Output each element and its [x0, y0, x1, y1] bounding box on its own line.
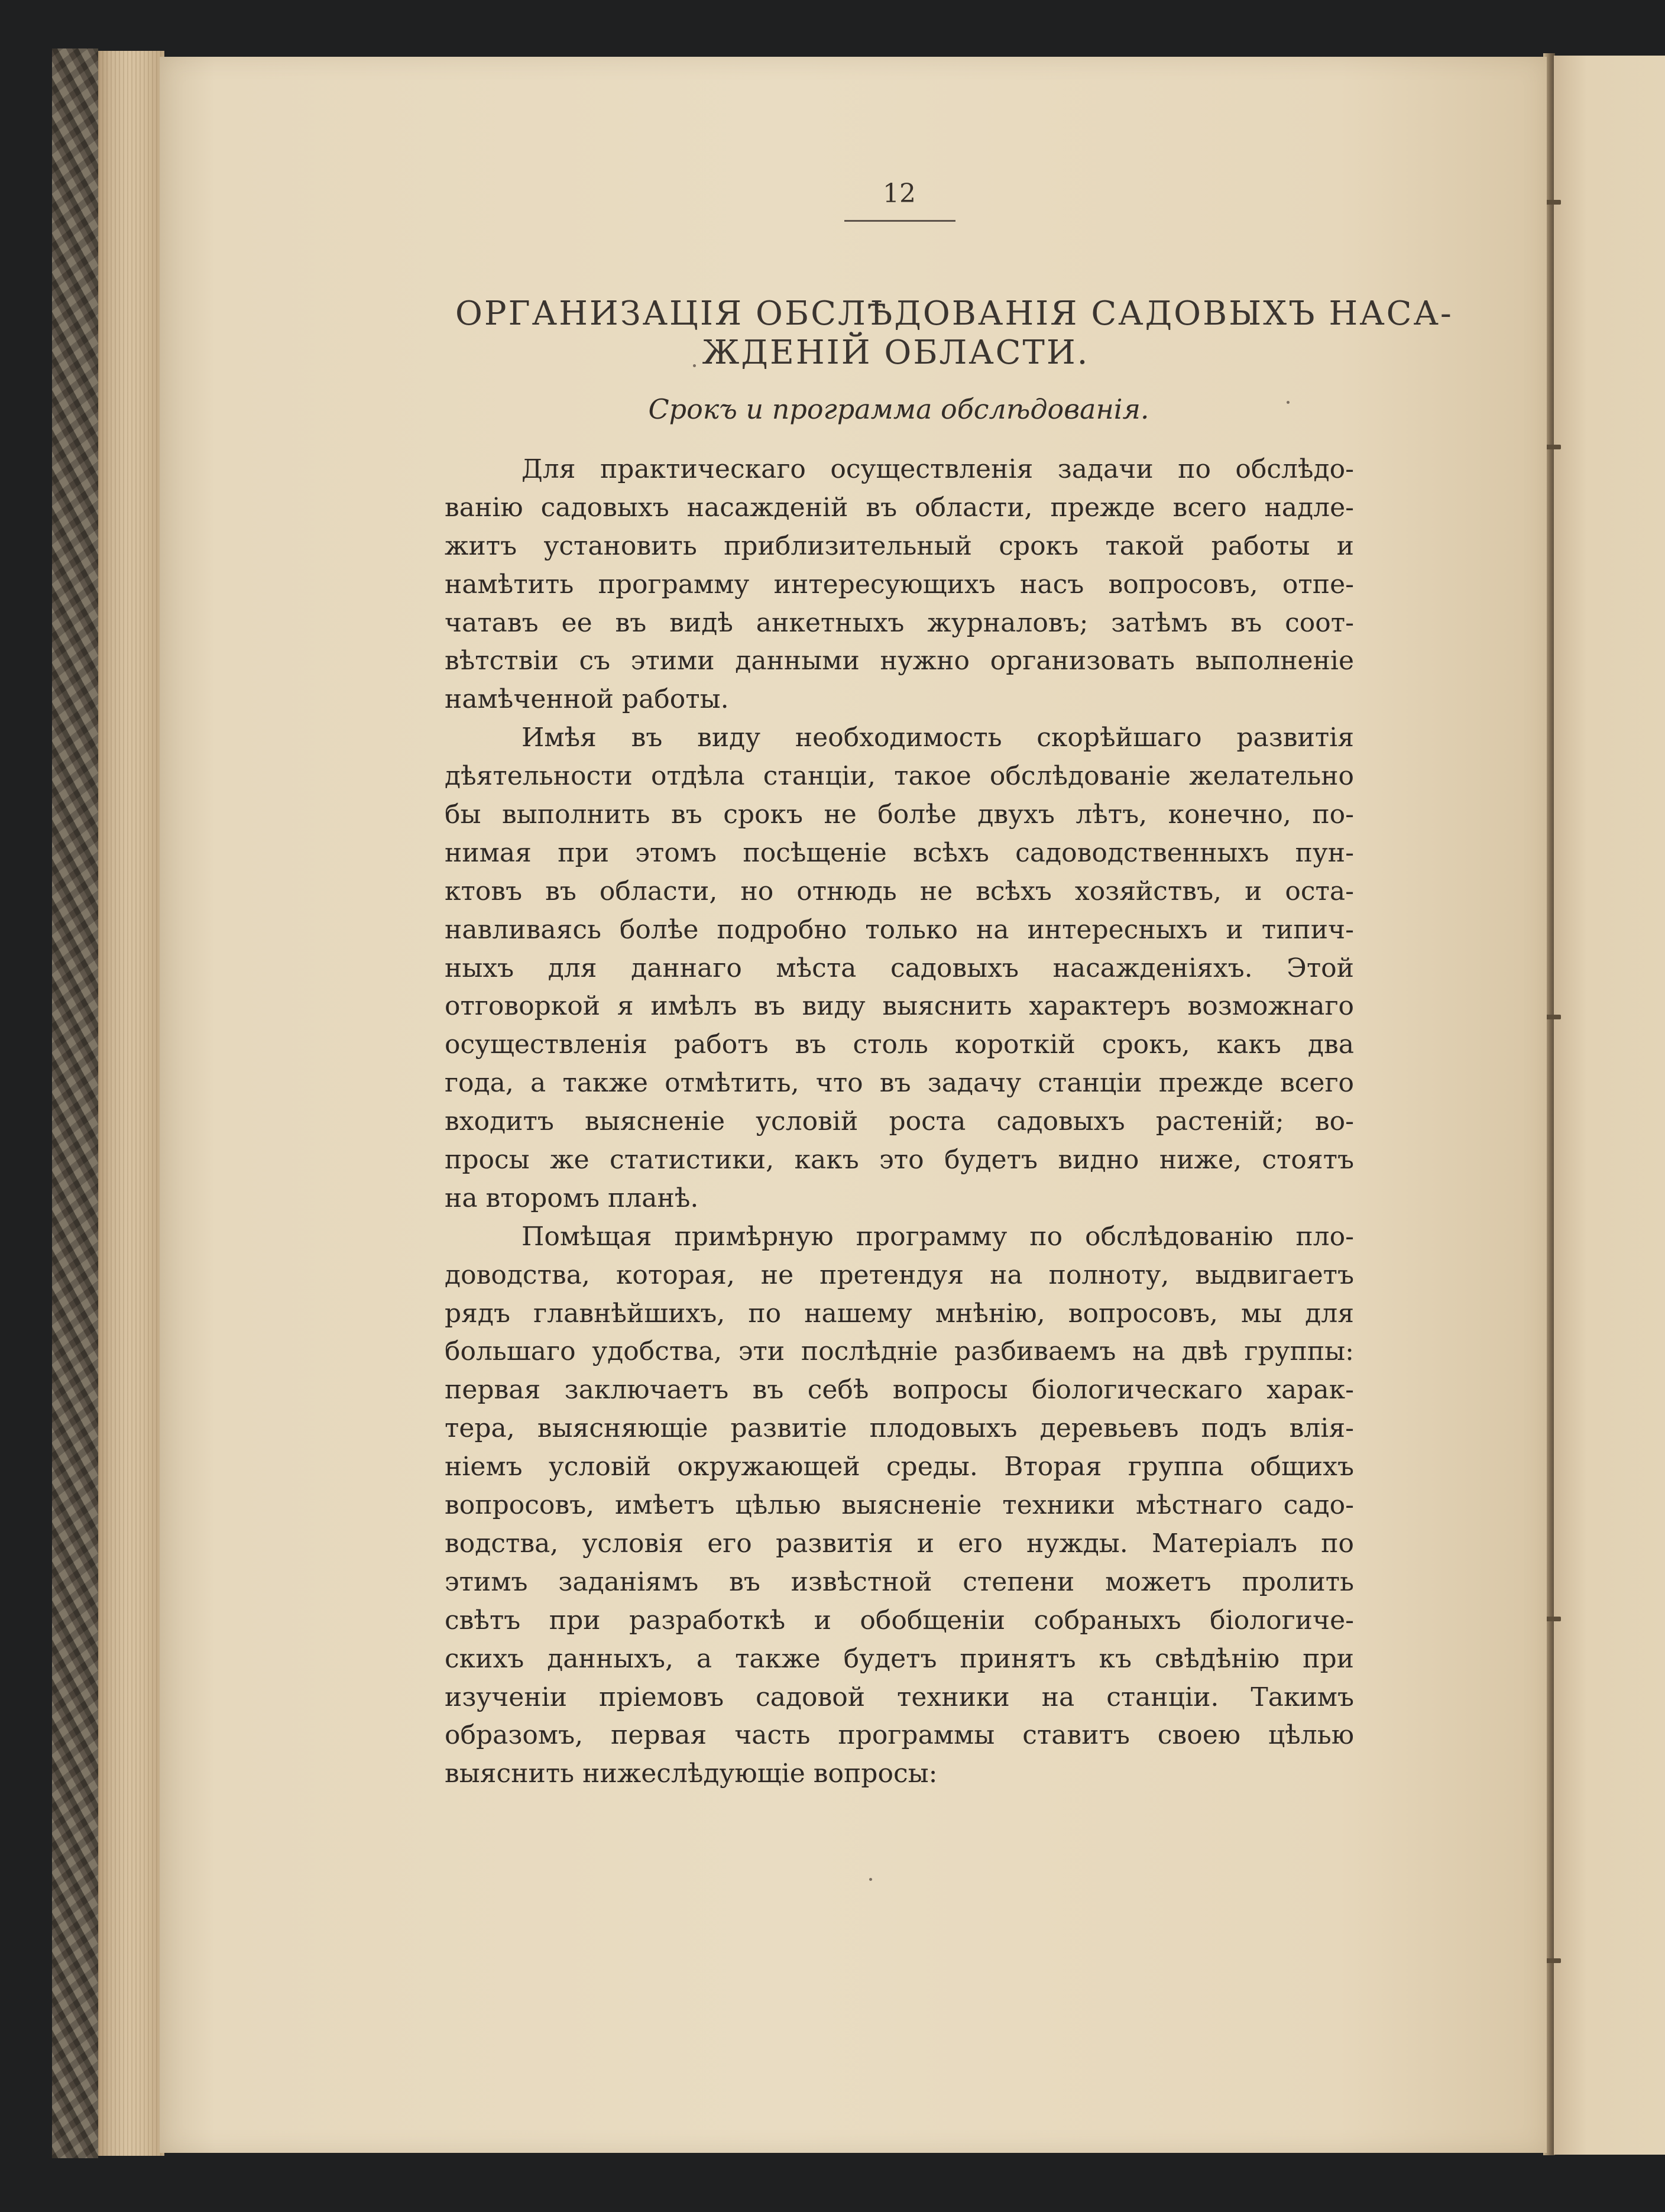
text-line: доводства, которая, не претендуя на полноту, выдвигаетъ [445, 1259, 1354, 1290]
text-line: вопросовъ, имѣетъ цѣлью выясненіе техники мѣстнаго садо- [445, 1490, 1354, 1521]
heading-line: ЖДЕНІЙ ОБЛАСТИ. [702, 333, 1090, 372]
page-number: 12 [883, 179, 916, 209]
text-line: просы же статистики, какъ это будетъ видно ниже, стоятъ [445, 1145, 1354, 1175]
text-line: вѣтствіи съ этими данными нужно организовать выполненіе [445, 646, 1354, 676]
section-subheading: Срокъ и программа обслѣдованія. [648, 393, 1149, 425]
binding-thread-mark [1546, 200, 1561, 205]
text-line: большаго удобства, эти послѣдніе разбиваемъ на двѣ группы: [445, 1336, 1354, 1367]
text-line: бы выполнить въ срокъ не болѣе двухъ лѣтъ, конечно, по- [445, 799, 1354, 830]
binding-thread-mark [1546, 445, 1561, 449]
text-line: рядъ главнѣйшихъ, по нашему мнѣнію, вопросовъ, мы для [445, 1298, 1354, 1329]
text-line: осуществленія работъ въ столь короткій срокъ, какъ два [445, 1029, 1354, 1060]
text-line: входитъ выясненіе условій роста садовыхъ растеній; во- [445, 1106, 1354, 1137]
text-line: изученіи пріемовъ садовой техники на станціи. Такимъ [445, 1682, 1354, 1712]
heading-line: ОРГАНИЗАЦІЯ ОБСЛѢДОВАНІЯ САДОВЫХЪ НАСА- [455, 294, 1453, 333]
text-line: первая заключаетъ въ себѣ вопросы біологическаго харак- [445, 1375, 1354, 1405]
paragraph [445, 1218, 1354, 1793]
text-line: Имѣя въ виду необходимость скорѣйшаго развитія [521, 723, 1354, 753]
text-line: чатавъ ее въ видѣ анкетныхъ журналовъ; затѣмъ въ соот- [445, 607, 1354, 638]
binding-thread-mark [1546, 1617, 1561, 1621]
text-line: выяснить нижеслѣдующіе вопросы: [445, 1758, 938, 1789]
text-line: намѣченной работы. [445, 684, 729, 715]
text-line: намѣтить программу интересующихъ насъ вопросовъ, отпе- [445, 569, 1354, 600]
marbled-cover-edge [52, 48, 98, 2158]
text-line: нимая при этомъ посѣщеніе всѣхъ садоводственныхъ пун- [445, 837, 1354, 868]
paragraph [445, 719, 1354, 1218]
text-line: тера, выясняющіе развитіе плодовыхъ деревьевъ подъ влія- [445, 1413, 1354, 1444]
text-line: на второмъ планѣ. [445, 1183, 699, 1213]
text-line: ванію садовыхъ насажденій въ области, прежде всего надле- [445, 492, 1354, 523]
text-line: ніемъ условій окружающей среды. Вторая группа общихъ [445, 1452, 1354, 1482]
text-line: года, а также отмѣтить, что въ задачу станціи прежде всего [445, 1068, 1354, 1099]
paper-speck [869, 1878, 872, 1881]
page-number-rule [844, 220, 955, 222]
text-line: отговоркой я имѣлъ въ виду выяснить характеръ возможнаго [445, 991, 1354, 1022]
text-line: скихъ данныхъ, а также будетъ принятъ къ свѣдѣнію при [445, 1643, 1354, 1674]
text-line: свѣтъ при разработкѣ и обобщеніи собраныхъ біологиче- [445, 1605, 1354, 1635]
section-heading [455, 294, 1453, 373]
text-line: этимъ заданіямъ въ извѣстной степени можетъ пролить [445, 1566, 1354, 1597]
text-line: ныхъ для даннаго мѣста садовыхъ насажденіяхъ. Этой [445, 953, 1354, 983]
text-line: Для практическаго осуществленія задачи по обслѣдо- [521, 454, 1354, 484]
text-line: дѣятельности отдѣла станціи, такое обслѣдованіе желательно [445, 761, 1354, 792]
text-line: ктовъ въ области, но отнюдь не всѣхъ хозяйствъ, и оста- [445, 876, 1354, 906]
binding-thread-mark [1546, 1958, 1561, 1963]
paper-speck [1287, 401, 1290, 404]
text-line: навливаясь болѣе подробно только на интересныхъ и типич- [445, 914, 1354, 945]
text-line: житъ установить приблизительный срокъ такой работы и [445, 530, 1354, 561]
binding-thread-mark [1546, 1015, 1561, 1019]
facing-page-edge [1554, 56, 1665, 2155]
page-edges [98, 51, 164, 2156]
text-line: водства, условія его развитія и его нужды. Матеріалъ по [445, 1528, 1354, 1559]
text-line: образомъ, первая часть программы ставитъ своею цѣлью [445, 1720, 1354, 1751]
paragraph [445, 451, 1354, 719]
body-text [445, 451, 1354, 1793]
text-line: Помѣщая примѣрную программу по обслѣдованію пло- [521, 1221, 1354, 1252]
